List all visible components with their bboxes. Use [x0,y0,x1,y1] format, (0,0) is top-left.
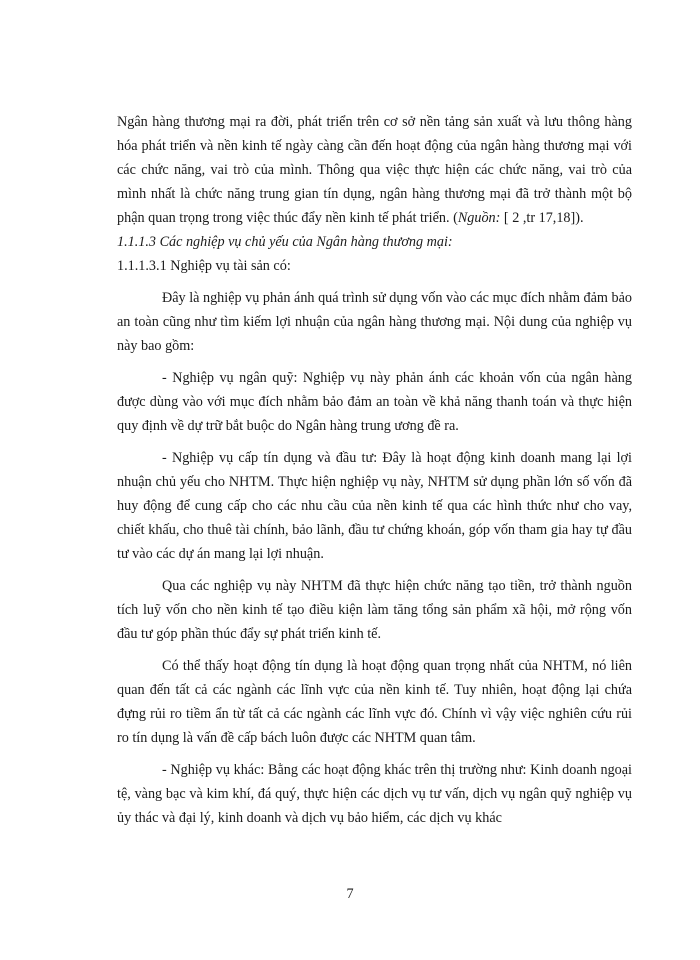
document-body [117,110,632,830]
paragraph-asset-overview: Đây là nghiệp vụ phản ánh quá trình sử dụng vốn vào các mục đích nhằm đảm bảo an toàn cũng như tìm kiếm lợi nhuận của ngân hàng thương mại. Nội dung của nghiệp vụ này bao gồm: [117,290,632,354]
paragraph-intro-text: Ngân hàng thương mại ra đời, phát triển trên cơ sở nền tảng sản xuất và lưu thông hàng hóa phát triển và nền kinh tế ngày càng cần đến hoạt động của ngân hàng thương mại với các chức năng, vai trò của mình. Thông qua việc thực hiện các chức năng, vai trò của mình nhất là chức năng trung gian tín dụng, ngân hàng thương mại đã trở thành một bộ phận quan trọng trong việc thúc đẩy nền kinh tế phát triển. [117,114,632,226]
paragraph-credit-risk: Có thể thấy hoạt động tín dụng là hoạt động quan trọng nhất của NHTM, nó liên quan đến tất cả các ngành các lĩnh vực của nền kinh tế. Tuy nhiên, hoạt động lại chứa đựng rủi ro tiềm ẩn từ tất cả các ngành các lĩnh vực đó. Chính vì vậy việc nghiên cứu rủi ro tín dụng là vấn đề cấp bách luôn được các NHTM quan tâm. [117,658,632,746]
paragraph-money-creation: Qua các nghiệp vụ này NHTM đã thực hiện chức năng tạo tiền, trở thành nguồn tích luỹ vốn cho nền kinh tế tạo điều kiện làm tăng tổng sản phẩm xã hội, mở rộng vốn đầu tư góp phần thúc đẩy sự phát triển kinh tế. [117,578,632,642]
source-label: Nguồn: [457,210,501,226]
paragraph-treasury: - Nghiệp vụ ngân quỹ: Nghiệp vụ này phản ánh các khoản vốn của ngân hàng được dùng vào với mục đích nhằm bảo đảm an toàn về khả năng thanh toán và thực hiện quy định về dự trữ bắt buộc do Ngân hàng trung ương đề ra. [117,370,632,434]
subsection-heading: 1.1.1.3.1 Nghiệp vụ tài sản có: [117,258,291,274]
paragraph-intro: Ngân hàng thương mại ra đời, phát triển trên cơ sở nền tảng sản xuất và lưu thông hàng hóa phát triển và nền kinh tế ngày càng cần đến hoạt động của ngân hàng thương mại với các chức năng, vai trò của mình. Thông qua việc thực hiện các chức năng, vai trò của mình nhất là chức năng trung gian tín dụng, ngân hàng thương mại đã trở thành một bộ phận quan trọng trong việc thúc đẩy nền kinh tế phát triển. (Nguồn: [ 2 ,tr 17,18]). [117,114,632,226]
paragraph-credit-investment: - Nghiệp vụ cấp tín dụng và đầu tư: Đây là hoạt động kinh doanh mang lại lợi nhuận chủ yếu cho NHTM. Thực hiện nghiệp vụ này, NHTM sử dụng phần lớn số vốn đã huy động để cung cấp cho các nhu cầu của nền kinh tế qua các hình thức như cho vay, chiết khấu, cho thuê tài chính, bảo lãnh, đầu tư chứng khoán, góp vốn tham gia hay tự đầu tư vào các dự án mang lại lợi nhuận. [117,450,632,562]
page-number: 7 [346,886,354,902]
section-heading: 1.1.1.3 Các nghiệp vụ chủ yếu của Ngân hàng thương mại: [117,234,453,250]
paragraph-other-services: - Nghiệp vụ khác: Bằng các hoạt động khác trên thị trường như: Kinh doanh ngoại tệ, vàng bạc và kim khí, đá quý, thực hiện các dịch vụ tư vấn, dịch vụ ngân quỹ nghiệp vụ ủy thác và đại lý, kinh doanh và dịch vụ bảo hiểm, các dịch vụ khác [117,762,632,826]
source-reference: [ 2 ,tr 17,18]). [500,210,584,226]
